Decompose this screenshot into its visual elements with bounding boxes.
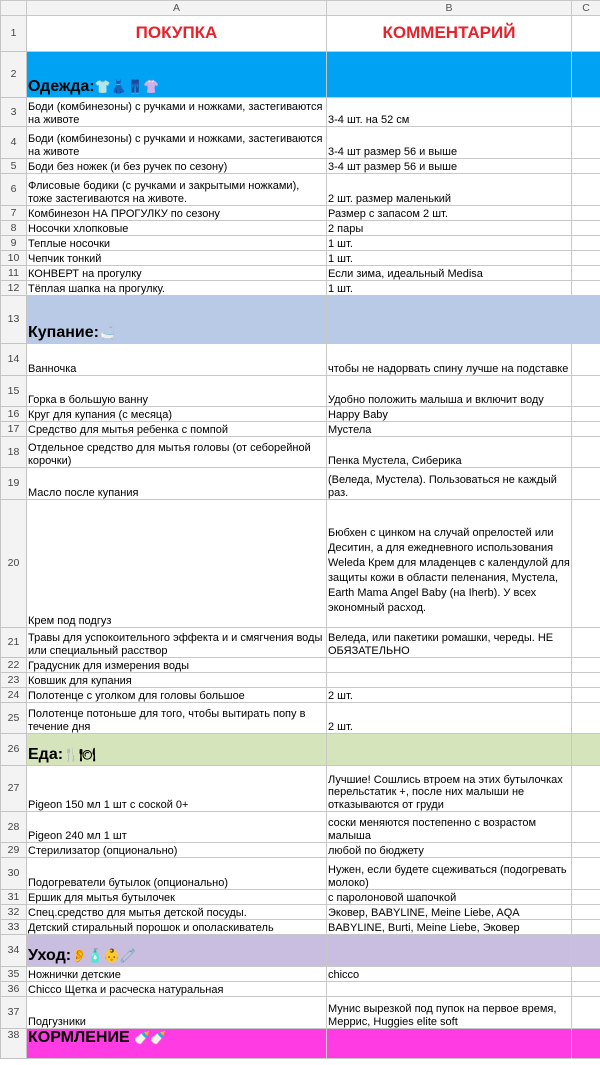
table-row (1, 437, 600, 468)
cell-c[interactable] (572, 344, 600, 376)
table-row (1, 98, 600, 127)
cell-b[interactable]: BABYLINE, Burti, Meine Liebe, Эковер (327, 920, 572, 935)
row-number[interactable]: 1 (1, 16, 27, 52)
cell-a[interactable]: Подгузники (27, 997, 327, 1029)
cell-b[interactable] (327, 296, 572, 344)
cell-b[interactable] (327, 658, 572, 673)
table-row (1, 703, 600, 734)
row-number[interactable]: 6 (1, 174, 27, 206)
row-number[interactable]: 37 (1, 997, 27, 1029)
cell-b[interactable]: 1 шт. (327, 236, 572, 251)
cell-b[interactable]: 3-4 шт размер 56 и выше (327, 127, 572, 159)
cell-b[interactable]: Если зима, идеальный Medisa (327, 266, 572, 281)
cell-a[interactable]: Ванночка (27, 344, 327, 376)
cell-b[interactable]: Пенка Мустела, Сиберика (327, 437, 572, 468)
row-number[interactable]: 23 (1, 673, 27, 688)
column-header-row (1, 1, 600, 16)
row-number[interactable]: 19 (1, 468, 27, 500)
row-number[interactable]: 22 (1, 658, 27, 673)
cell-c[interactable] (572, 997, 600, 1029)
header-comment[interactable]: КОММЕНТАРИЙ (327, 16, 572, 52)
row-number[interactable]: 8 (1, 221, 27, 236)
cell-b[interactable]: Лучшие! Сошлись втроем на этих бутылочках перельстатик +, после них малыши не отказываются от груди (327, 766, 572, 812)
cell-a[interactable]: Chicco Щетка и расческа натуральная (27, 982, 327, 997)
row-number[interactable]: 24 (1, 688, 27, 703)
cell-c[interactable] (572, 407, 600, 422)
cell-b[interactable]: Мунис вырезкой под пупок на первое время, Меррис, Huggies elite soft (327, 997, 572, 1029)
cell-a[interactable]: Подогреватели бутылок (опционально) (27, 858, 327, 890)
cell-c[interactable] (572, 628, 600, 658)
cell-b[interactable]: Бюбхен с цинком на случай опрелостей или Деситин, а для ежедневного использования Weleda Крем для младенцев с календулой для защиты кожи в области пеленания, Мустела, Earth Mama Angel Baby (на Iherb). У всех экономный расход. (327, 500, 572, 628)
table-row (1, 206, 600, 221)
cell-b[interactable] (327, 1029, 572, 1059)
clothing-icon: 👕👗👖👚 (94, 79, 160, 94)
cell-c[interactable] (572, 127, 600, 159)
cell-c[interactable] (572, 967, 600, 982)
row-number[interactable]: 21 (1, 628, 27, 658)
table-row (1, 500, 600, 628)
table-row (1, 628, 600, 658)
bathtub-icon: 🛁 (98, 325, 116, 340)
table-row (1, 281, 600, 296)
cell-b[interactable]: любой по бюджету (327, 843, 572, 858)
row-number[interactable]: 12 (1, 281, 27, 296)
row-number[interactable]: 27 (1, 766, 27, 812)
cell-b[interactable] (327, 935, 572, 967)
cell-a[interactable]: Pigeon 240 мл 1 шт (27, 812, 327, 843)
row-number[interactable]: 4 (1, 127, 27, 159)
cell-c[interactable] (572, 673, 600, 688)
cell-b[interactable]: 1 шт. (327, 281, 572, 296)
table-row (1, 658, 600, 673)
section-title-feeding[interactable] (27, 1029, 327, 1059)
cell-c[interactable] (572, 890, 600, 905)
row-number[interactable]: 16 (1, 407, 27, 422)
cell-c[interactable] (572, 266, 600, 281)
cell-b[interactable] (327, 673, 572, 688)
table-row (1, 967, 600, 982)
section-title-care[interactable] (27, 935, 327, 967)
cell-c[interactable] (572, 159, 600, 174)
cell-a[interactable]: Теплые носочки (27, 236, 327, 251)
section-title-clothes[interactable] (27, 52, 327, 98)
cell-c[interactable] (572, 688, 600, 703)
cell-b[interactable]: 3-4 шт размер 56 и выше (327, 159, 572, 174)
cell-c[interactable] (572, 16, 600, 52)
cell-c[interactable] (572, 281, 600, 296)
cell-b[interactable]: Эковер, BABYLINE, Meine Liebe, AQA (327, 905, 572, 920)
row-number[interactable]: 15 (1, 376, 27, 407)
section-row-food (1, 734, 600, 766)
cell-c[interactable] (572, 437, 600, 468)
row-number[interactable]: 17 (1, 422, 27, 437)
cell-c[interactable] (572, 982, 600, 997)
section-row-feeding (1, 1029, 600, 1059)
care-icon: 👂🧴👶🧷 (71, 948, 136, 963)
cell-b[interactable]: Удобно положить малыша и включит воду (327, 376, 572, 407)
cell-a[interactable]: Боди (комбинезоны) с ручками и ножками, застегиваются на животе (27, 98, 327, 127)
cell-b[interactable]: 2 шт. (327, 703, 572, 734)
cell-b[interactable] (327, 734, 572, 766)
cell-c[interactable] (572, 206, 600, 221)
table-row (1, 982, 600, 997)
table-row (1, 159, 600, 174)
table-row (1, 997, 600, 1029)
cell-c[interactable] (572, 174, 600, 206)
table-row (1, 407, 600, 422)
section-label: Уход: (28, 947, 72, 964)
row-number[interactable]: 11 (1, 266, 27, 281)
cell-a[interactable]: Ножнички детские (27, 967, 327, 982)
row-number[interactable]: 38 (1, 1029, 27, 1059)
cell-c[interactable] (572, 658, 600, 673)
cell-c[interactable] (572, 766, 600, 812)
column-header-b[interactable]: B (327, 1, 572, 16)
cell-c[interactable] (572, 52, 600, 98)
cell-b[interactable] (327, 52, 572, 98)
table-row (1, 251, 600, 266)
table-row (1, 673, 600, 688)
cell-b[interactable]: Happy Baby (327, 407, 572, 422)
cell-a[interactable]: Крем под подгуз (27, 500, 327, 628)
table-row (1, 766, 600, 812)
cell-c[interactable] (572, 236, 600, 251)
row-number[interactable]: 3 (1, 98, 27, 127)
cell-a[interactable]: Комбинезон НА ПРОГУЛКУ по сезону (27, 206, 327, 221)
cell-b[interactable]: Мустела (327, 422, 572, 437)
table-row (1, 422, 600, 437)
row-number[interactable]: 14 (1, 344, 27, 376)
row-number[interactable]: 35 (1, 967, 27, 982)
select-all-corner[interactable] (1, 1, 27, 16)
cell-b[interactable]: Размер с запасом 2 шт. (327, 206, 572, 221)
section-row-care (1, 935, 600, 967)
table-row (1, 16, 600, 52)
cell-a[interactable]: КОНВЕРТ на прогулку (27, 266, 327, 281)
cell-c[interactable] (572, 858, 600, 890)
cell-a[interactable]: Чепчик тонкий (27, 251, 327, 266)
row-number[interactable]: 2 (1, 52, 27, 98)
row-number[interactable]: 28 (1, 812, 27, 843)
row-number[interactable]: 34 (1, 935, 27, 967)
row-number[interactable]: 10 (1, 251, 27, 266)
table-row (1, 174, 600, 206)
cell-a[interactable]: Носочки хлопковые (27, 221, 327, 236)
cell-a[interactable]: Детский стиральный порошок и ополаскиватель (27, 920, 327, 935)
cell-b[interactable]: 2 шт. размер маленький (327, 174, 572, 206)
cell-a[interactable]: Спец.средство для мытья детской посуды. (27, 905, 327, 920)
table-row (1, 376, 600, 407)
table-row (1, 858, 600, 890)
table-row (1, 344, 600, 376)
column-header-c[interactable]: C (572, 1, 600, 16)
cell-c[interactable] (572, 935, 600, 967)
section-label: Одежда: (28, 78, 95, 95)
cell-a[interactable]: Средство для мытья ребенка с помпой (27, 422, 327, 437)
cell-a[interactable]: Градусник для измерения воды (27, 658, 327, 673)
section-label: КОРМЛЕНИЕ (28, 1029, 130, 1046)
cell-a[interactable]: Ковшик для купания (27, 673, 327, 688)
cell-a[interactable]: Отдельное средство для мытья головы (от себорейной корочки) (27, 437, 327, 468)
cell-a[interactable]: Стерилизатор (опционально) (27, 843, 327, 858)
row-number[interactable]: 32 (1, 905, 27, 920)
cutlery-icon: 🍴🍽 (63, 747, 96, 762)
section-label: Еда: (28, 746, 64, 763)
cell-c[interactable] (572, 296, 600, 344)
row-number[interactable]: 13 (1, 296, 27, 344)
row-number[interactable]: 31 (1, 890, 27, 905)
cell-c[interactable] (572, 98, 600, 127)
bottle-icon: 🍼🍼 (134, 1030, 167, 1045)
row-number[interactable]: 26 (1, 734, 27, 766)
table-row (1, 688, 600, 703)
row-number[interactable]: 36 (1, 982, 27, 997)
table-row (1, 920, 600, 935)
row-number[interactable]: 20 (1, 500, 27, 628)
cell-b[interactable]: 2 шт. (327, 688, 572, 703)
table-row (1, 236, 600, 251)
cell-c[interactable] (572, 703, 600, 734)
table-row (1, 812, 600, 843)
cell-a[interactable]: Боди (комбинезоны) с ручками и ножками, застегиваются на животе (27, 127, 327, 159)
cell-b[interactable] (327, 982, 572, 997)
section-label: Купание: (28, 324, 99, 341)
cell-b[interactable]: чтобы не надорвать спину лучше на подставке (327, 344, 572, 376)
cell-a[interactable]: Масло после купания (27, 468, 327, 500)
cell-c[interactable] (572, 905, 600, 920)
cell-a[interactable]: Круг для купания (с месяца) (27, 407, 327, 422)
cell-a[interactable]: Полотенце с уголком для головы большое (27, 688, 327, 703)
header-purchase[interactable]: ПОКУПКА (27, 16, 327, 52)
row-number[interactable]: 29 (1, 843, 27, 858)
section-row-clothes (1, 52, 600, 98)
cell-c[interactable] (572, 920, 600, 935)
cell-c[interactable] (572, 422, 600, 437)
row-number[interactable]: 30 (1, 858, 27, 890)
cell-c[interactable] (572, 1029, 600, 1059)
cell-a[interactable]: Тёплая шапка на прогулку. (27, 281, 327, 296)
cell-a[interactable]: Полотенце потоньше для того, чтобы вытирать попу в течение дня (27, 703, 327, 734)
cell-c[interactable] (572, 734, 600, 766)
cell-a[interactable]: Горка в большую ванну (27, 376, 327, 407)
cell-b[interactable]: 1 шт. (327, 251, 572, 266)
cell-b[interactable]: Нужен, если будете сцеживаться (подогревать молоко) (327, 858, 572, 890)
table-row (1, 468, 600, 500)
cell-b[interactable]: 2 пары (327, 221, 572, 236)
table-row (1, 127, 600, 159)
cell-c[interactable] (572, 468, 600, 500)
row-number[interactable]: 5 (1, 159, 27, 174)
row-number[interactable]: 18 (1, 437, 27, 468)
cell-b[interactable]: 3-4 шт. на 52 см (327, 98, 572, 127)
section-title-bathing[interactable] (27, 296, 327, 344)
cell-c[interactable] (572, 500, 600, 628)
section-row-bathing (1, 296, 600, 344)
cell-b[interactable]: Веледа, или пакетики ромашки, череды. НЕ ОБЯЗАТЕЛЬНО (327, 628, 572, 658)
cell-c[interactable] (572, 221, 600, 236)
cell-c[interactable] (572, 812, 600, 843)
cell-b[interactable]: (Веледа, Мустела). Пользоваться не каждый раз. (327, 468, 572, 500)
table-row (1, 905, 600, 920)
cell-b[interactable]: с паролоновой шапочкой (327, 890, 572, 905)
cell-c[interactable] (572, 376, 600, 407)
cell-a[interactable]: Ершик для мытья бутылочек (27, 890, 327, 905)
row-number[interactable]: 7 (1, 206, 27, 221)
cell-b[interactable]: соски меняются постепенно с возрастом малыша (327, 812, 572, 843)
cell-a[interactable]: Боди без ножек (и без ручек по сезону) (27, 159, 327, 174)
table-row (1, 266, 600, 281)
cell-a[interactable]: Травы для успокоительного эффекта и и смягчения воды или специальный расствор (27, 628, 327, 658)
cell-a[interactable]: Pigeon 150 мл 1 шт с соской 0+ (27, 766, 327, 812)
table-row (1, 890, 600, 905)
table-row (1, 221, 600, 236)
cell-b[interactable]: chicco (327, 967, 572, 982)
section-title-food[interactable] (27, 734, 327, 766)
row-number[interactable]: 33 (1, 920, 27, 935)
cell-c[interactable] (572, 843, 600, 858)
cell-a[interactable]: Флисовые бодики (с ручками и закрытыми ножками), тоже застегиваются на животе. (27, 174, 327, 206)
row-number[interactable]: 9 (1, 236, 27, 251)
table-row (1, 843, 600, 858)
column-header-a[interactable]: A (27, 1, 327, 16)
cell-c[interactable] (572, 251, 600, 266)
row-number[interactable]: 25 (1, 703, 27, 734)
